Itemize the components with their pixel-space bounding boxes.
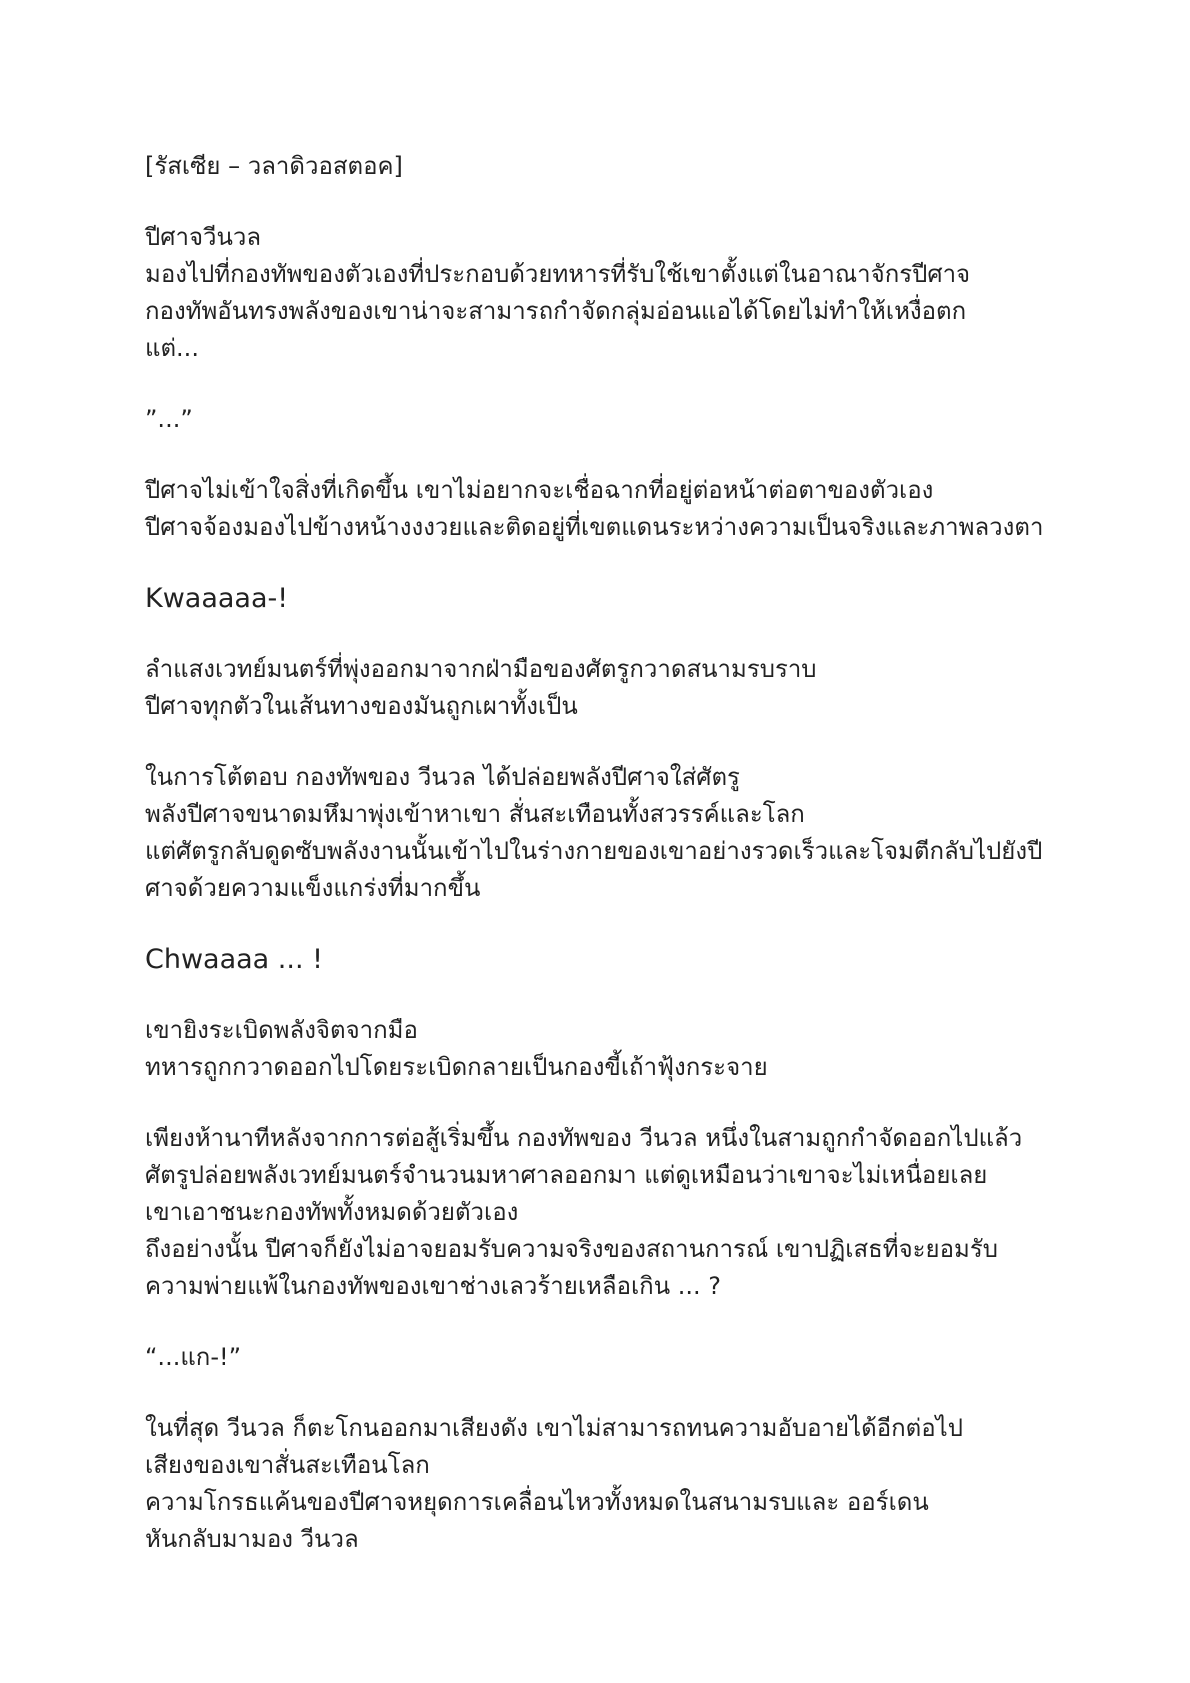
text-line: เขาเอาชนะกองทัพทั้งหมดด้วยตัวเอง <box>145 1198 519 1226</box>
paragraph-demon-intro <box>145 219 1065 367</box>
paragraph-shout-quote <box>145 1339 1065 1376</box>
paragraph-sound-effect-2 <box>145 941 1065 978</box>
paragraph-five-minutes <box>145 1120 1065 1305</box>
paragraph-magic-beam <box>145 651 1065 725</box>
text-line: ศัตรูปล่อยพลังเวทย์มนตร์จำนวนมหาศาลออกมา แต่ดูเหมือนว่าเขาจะไม่เหนื่อยเลย <box>145 1161 988 1189</box>
text-line: เขายิงระเบิดพลังจิตจากมือ <box>145 1016 418 1044</box>
text-line: “...แก-!” <box>145 1343 242 1371</box>
text-line: เสียงของเขาสั่นสะเทือนโลก <box>145 1451 430 1479</box>
paragraph-sound-effect-1 <box>145 580 1065 617</box>
text-line: แต่ศัตรูกลับดูดซับพลังงานนั้นเข้าไปในร่างกายของเขาอย่างรวดเร็วและโจมตีกลับไปยังปี <box>145 837 1043 865</box>
text-line: ปีศาจจ้องมองไปข้างหน้างงงวยและติดอยู่ที่เขตแดนระหว่างความเป็นจริงและภาพลวงตา <box>145 513 1044 541</box>
text-line: เพียงห้านาทีหลังจากการต่อสู้เริ่มขึ้น กองทัพของ วีนวล หนึ่งในสามถูกกำจัดออกไปแล้ว <box>145 1124 1023 1152</box>
paragraph-finale <box>145 1410 1065 1558</box>
text-line: ในการโต้ตอบ กองทัพของ วีนวล ได้ปล่อยพลังปีศาจใส่ศัตรู <box>145 763 740 791</box>
text-line: [รัสเซีย – วลาดิวอสตอค] <box>145 152 403 180</box>
paragraph-counterattack <box>145 759 1065 907</box>
text-line: ในที่สุด วีนวล ก็ตะโกนออกมาเสียงดัง เขาไม่สามารถทนความอับอายได้อีกต่อไป <box>145 1414 963 1442</box>
text-line: ความโกรธแค้นของปีศาจหยุดการเคลื่อนไหวทั้งหมดในสนามรบและ ออร์เดน <box>145 1488 929 1516</box>
text-line: หันกลับมามอง วีนวล <box>145 1525 359 1553</box>
text-line: ทหารถูกกวาดออกไปโดยระเบิดกลายเป็นกองขี้เถ้าฟุ้งกระจาย <box>145 1053 768 1081</box>
text-line: ปีศาจทุกตัวในเส้นทางของมันถูกเผาทั้งเป็น <box>145 692 578 720</box>
text-line: มองไปที่กองทัพของตัวเองที่ประกอบด้วยทหารที่รับใช้เขาตั้งแต่ในอาณาจักรปีศาจ <box>145 260 971 288</box>
text-line: ความพ่ายแพ้ในกองทัพของเขาช่างเลวร้ายเหลือเกิน ... ? <box>145 1272 721 1300</box>
text-line: พลังปีศาจขนาดมหึมาพุ่งเข้าหาเขา สั่นสะเทือนทั้งสวรรค์และโลก <box>145 800 805 828</box>
sound-effect-text: Kwaaaaa-! <box>145 583 289 614</box>
text-line: ปีศาจไม่เข้าใจสิ่งที่เกิดขึ้น เขาไม่อยากจะเชื่อฉากที่อยู่ต่อหน้าต่อตาของตัวเอง <box>145 476 934 504</box>
document-body <box>145 148 1065 1592</box>
text-line: ถึงอย่างนั้น ปีศาจก็ยังไม่อาจยอมรับความจริงของสถานการณ์ เขาปฏิเสธที่จะยอมรับ <box>145 1235 998 1263</box>
text-line: ลำแสงเวทย์มนตร์ที่พุ่งออกมาจากฝ่ามือของศัตรูกวาดสนามรบราบ <box>145 655 817 683</box>
paragraph-psychic-blast <box>145 1012 1065 1086</box>
text-line: ศาจด้วยความแข็งแกร่งที่มากขึ้น <box>145 874 481 902</box>
text-line: ปีศาจวีนวล <box>145 223 262 251</box>
paragraph-ellipsis-quote <box>145 401 1065 438</box>
text-line: กองทัพอันทรงพลังของเขาน่าจะสามารถกำจัดกลุ่มอ่อนแอได้โดยไม่ทำให้เหงื่อตก <box>145 297 967 325</box>
sound-effect-text: Chwaaaa ... ! <box>145 944 323 975</box>
paragraph-location <box>145 148 1065 185</box>
paragraph-disbelief <box>145 472 1065 546</box>
text-line: ”...” <box>145 405 193 433</box>
text-line: แต่... <box>145 334 199 362</box>
